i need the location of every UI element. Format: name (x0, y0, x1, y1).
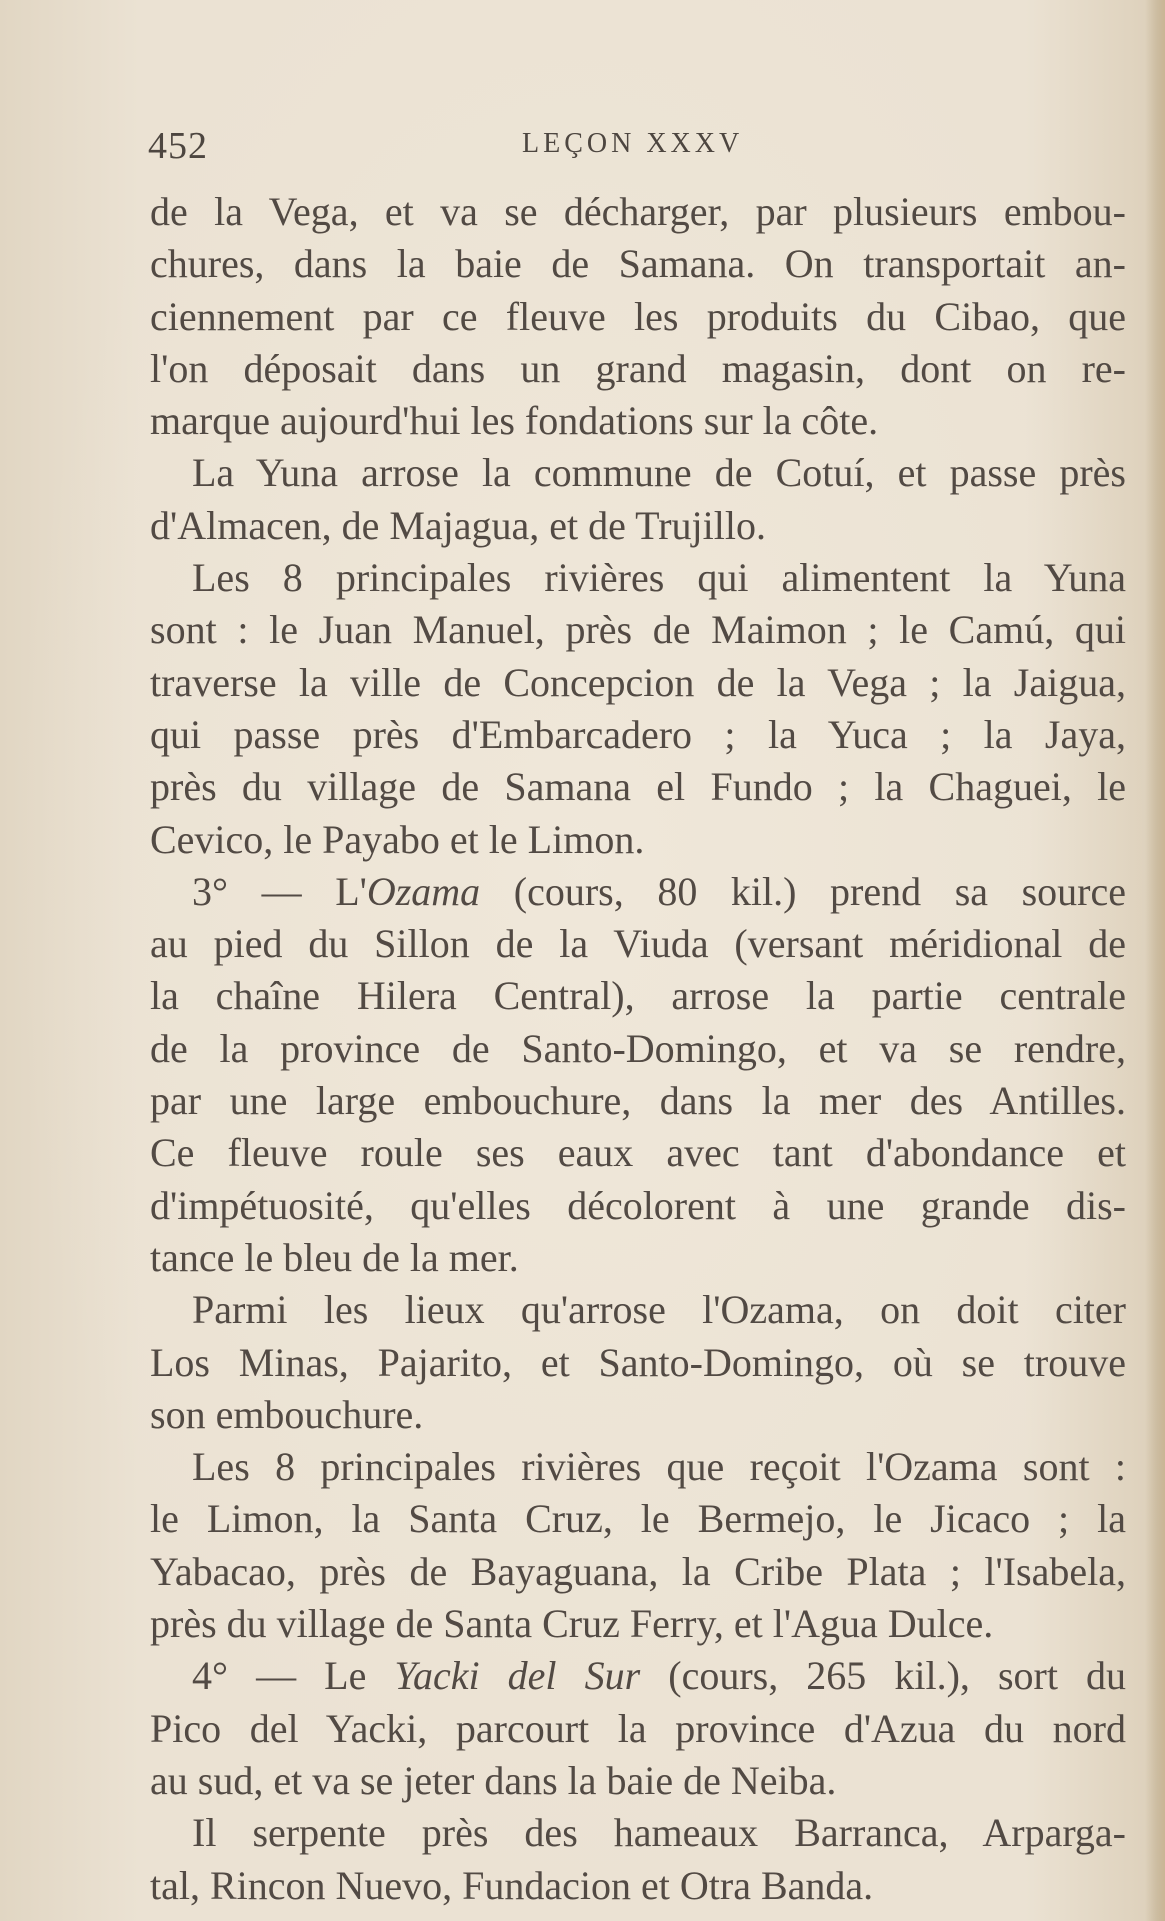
text-line: au sud, et va se jeter dans la baie de Neiba. (150, 1757, 837, 1803)
text-line: Yabacao, près de Bayaguana, la Cribe Plata ; l'Isabela, (150, 1548, 1126, 1594)
text-line: au pied du Sillon de la Viuda (versant méridional de (150, 921, 1126, 967)
river-article: Le (324, 1653, 367, 1699)
em-dash: — (261, 868, 302, 914)
text-line: d'impétuosité, qu'elles décolorent à une grande dis- (150, 1182, 1126, 1228)
text-line: près du village de Santa Cruz Ferry, et l'Agua Dulce. (150, 1601, 994, 1647)
text-line: Cevico, le Payabo et le Limon. (150, 816, 645, 862)
river-name: Ozama (366, 868, 481, 914)
text-line: Les 8 principales rivières que reçoit l'Ozama sont : (192, 1444, 1126, 1490)
text-line: de la Vega, et va se décharger, par plusieurs embou- (150, 189, 1126, 234)
em-dash: — (256, 1653, 297, 1699)
text-line: par une large embouchure, dans la mer des Antilles. (150, 1078, 1126, 1124)
text-line: son embouchure. (150, 1391, 424, 1437)
text-line: Les 8 principales rivières qui alimentent la Yuna (192, 555, 1126, 601)
text-line (150, 866, 1126, 918)
text-line: La Yuna arrose la commune de Cotuí, et passe près (192, 450, 1126, 496)
text-fragment: (cours, 265 kil.), sort du (668, 1653, 1127, 1699)
river-name: Yacki del Sur (394, 1653, 641, 1699)
paragraph (150, 186, 1126, 447)
text-line: le Limon, la Santa Cruz, le Bermejo, le Jicaco ; la (150, 1496, 1126, 1542)
text-line: Ce fleuve roule ses eaux avec tant d'abondance et (150, 1130, 1126, 1176)
paragraph (150, 1441, 1126, 1650)
text-fragment: (cours, 80 kil.) prend sa source (513, 868, 1127, 914)
text-line: sont : le Juan Manuel, près de Maimon ; le Camú, qui (150, 607, 1126, 653)
chapter-heading: LEÇON XXXV (522, 128, 744, 159)
text-line: ciennement par ce fleuve les produits du Cibao, que (150, 293, 1126, 339)
paragraph (150, 866, 1126, 1284)
text-line: Il serpente près des hameaux Barranca, Arparga- (192, 1810, 1126, 1856)
text-line: Parmi les lieux qu'arrose l'Ozama, on doit citer (192, 1287, 1126, 1333)
text-line: marque aujourd'hui les fondations sur la côte. (150, 398, 879, 444)
body-text (150, 186, 1126, 1912)
paragraph (150, 447, 1126, 552)
section-number: 3° (192, 868, 228, 914)
text-line: tance le bleu de la mer. (150, 1234, 519, 1280)
section-number: 4° (192, 1653, 228, 1699)
text-line: la chaîne Hilera Central), arrose la partie centrale (150, 973, 1126, 1019)
paragraph (150, 1807, 1126, 1912)
text-line (150, 1650, 1126, 1702)
text-line: qui passe près d'Embarcadero ; la Yuca ; la Jaya, (150, 711, 1126, 757)
page-number: 452 (148, 125, 208, 167)
river-article: L' (335, 868, 367, 914)
text-line: de la province de Santo-Domingo, et va se rendre, (150, 1025, 1126, 1071)
paragraph (150, 1650, 1126, 1807)
text-line: Pico del Yacki, parcourt la province d'Azua du nord (150, 1705, 1126, 1751)
text-line: d'Almacen, de Majagua, et de Trujillo. (150, 502, 766, 548)
paragraph (150, 552, 1126, 866)
text-line: près du village de Samana el Fundo ; la Chaguei, le (150, 764, 1126, 810)
text-line: traverse la ville de Concepcion de la Vega ; la Jaigua, (150, 659, 1126, 705)
text-line: chures, dans la baie de Samana. On transportait an- (150, 241, 1126, 287)
paragraph (150, 1284, 1126, 1441)
running-head (0, 118, 1165, 178)
text-line: Los Minas, Pajarito, et Santo-Domingo, où se trouve (150, 1339, 1126, 1385)
text-line: tal, Rincon Nuevo, Fundacion et Otra Banda. (150, 1862, 874, 1908)
text-line: l'on déposait dans un grand magasin, dont on re- (150, 345, 1126, 391)
page-edge-shadow (1145, 0, 1165, 1921)
